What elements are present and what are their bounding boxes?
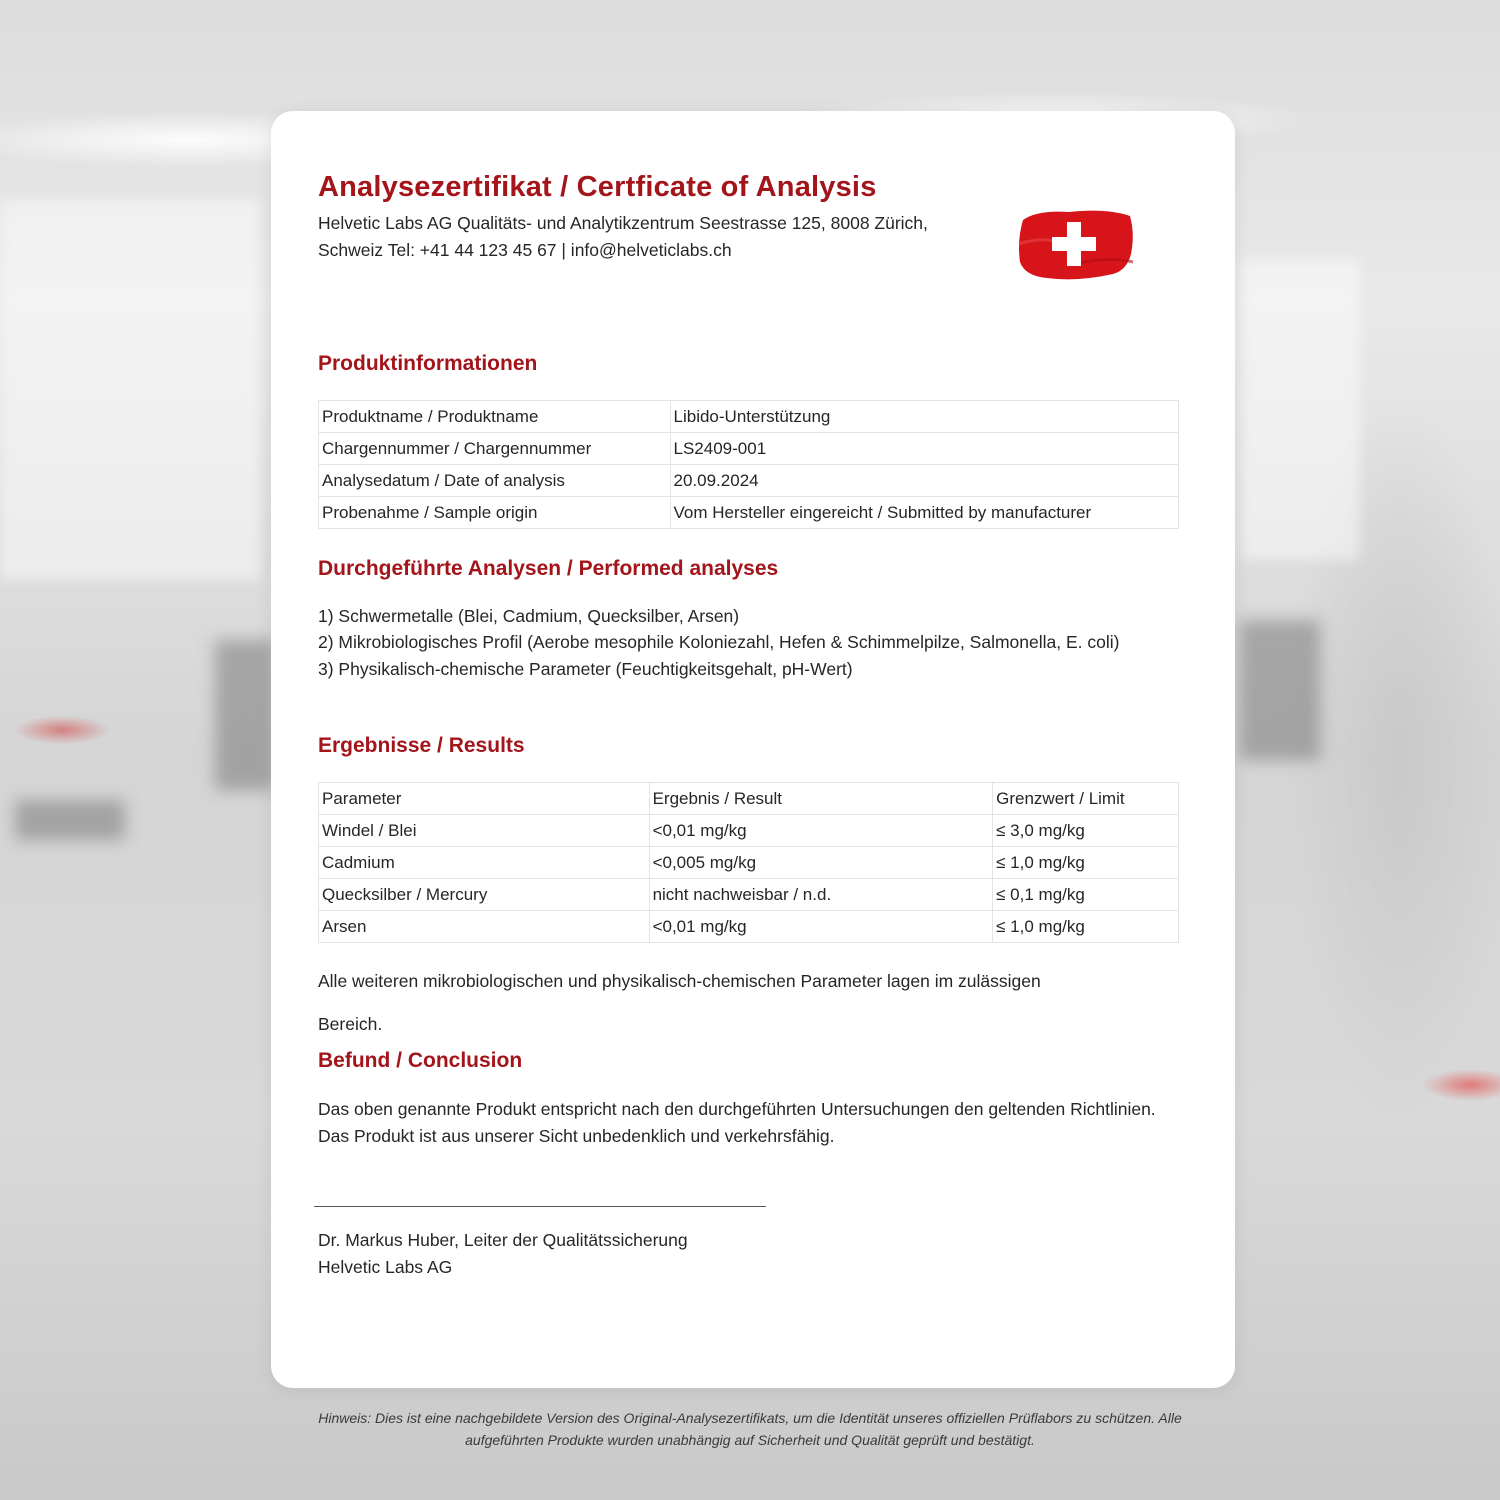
cell-parameter: Windel / Blei	[319, 815, 650, 847]
cell-result: <0,005 mg/kg	[649, 847, 993, 879]
cell-limit: ≤ 3,0 mg/kg	[993, 815, 1179, 847]
list-item: 1) Schwermetalle (Blei, Cadmium, Quecksilber, Arsen)	[318, 606, 740, 626]
swiss-flag-icon	[1017, 204, 1135, 282]
sample-origin-value: Vom Hersteller eingereicht / Submitted by manufacturer	[670, 497, 1178, 529]
batch-number-label: Chargennummer / Chargennummer	[319, 433, 671, 465]
sample-origin-label: Probenahme / Sample origin	[319, 497, 671, 529]
table-header-row	[319, 783, 1179, 815]
batch-number-value: LS2409-001	[670, 433, 1178, 465]
cell-parameter: Cadmium	[319, 847, 650, 879]
footer-note: Hinweis: Dies ist eine nachgebildete Version des Original-Analysezertifikats, um die Identität unseres offiziellen Prüflabors zu schützen. Alle aufgeführten Produkte wurden unabhängig auf Sicherheit und Qualität geprüft und bestätigt.	[318, 1410, 1182, 1448]
list-item: 2) Mikrobiologisches Profil (Aerobe mesophile Koloniezahl, Hefen & Schimmelpilze, Salmonella, E. coli)	[318, 632, 1120, 653]
cell-limit: ≤ 1,0 mg/kg	[993, 847, 1179, 879]
cell-parameter: Quecksilber / Mercury	[319, 879, 650, 911]
table-row	[319, 497, 1179, 529]
certificate-title: Analysezertifikat / Certficate of Analysis	[318, 171, 877, 203]
analyses-heading: Durchgeführte Analysen / Performed analyses	[318, 557, 779, 580]
signature-block	[318, 1227, 688, 1280]
cell-parameter: Arsen	[319, 911, 650, 943]
results-heading: Ergebnisse / Results	[318, 734, 525, 757]
table-row	[319, 433, 1179, 465]
table-row	[319, 879, 1179, 911]
signatory-company: Helvetic Labs AG	[318, 1256, 453, 1277]
certificate-card	[271, 111, 1235, 1388]
conclusion-heading: Befund / Conclusion	[318, 1049, 523, 1072]
lab-address: Helvetic Labs AG Qualitäts- und Analytikzentrum Seestrasse 125, 8008 Zürich, Schweiz Tel: +41 44 123 45 67 | info@helveticlabs.ch	[318, 213, 928, 260]
background-monitor-left	[215, 640, 275, 790]
background-device	[15, 800, 125, 840]
background-shelf-right	[1240, 260, 1360, 560]
product-name-value: Libido-Unterstützung	[670, 401, 1178, 433]
results-note-line2: Bereich.	[318, 1014, 383, 1034]
analyses-list	[318, 603, 1188, 682]
cell-result: nicht nachweisbar / n.d.	[649, 879, 993, 911]
results-table	[318, 782, 1179, 943]
table-row	[319, 911, 1179, 943]
product-name-label: Produktname / Produktname	[319, 401, 671, 433]
signatory-name: Dr. Markus Huber, Leiter der Qualitätssicherung	[318, 1230, 688, 1250]
background-shelf-left	[0, 200, 260, 580]
signature-line	[314, 1206, 766, 1207]
column-header-parameter: Parameter	[319, 783, 650, 815]
column-header-result: Ergebnis / Result	[649, 783, 993, 815]
cell-limit: ≤ 0,1 mg/kg	[993, 879, 1179, 911]
cell-limit: ≤ 1,0 mg/kg	[993, 911, 1179, 943]
product-info-table	[318, 400, 1179, 529]
list-item: 3) Physikalisch-chemische Parameter (Feuchtigkeitsgehalt, pH-Wert)	[318, 658, 853, 679]
background-monitor-right	[1240, 620, 1320, 760]
analysis-date-value: 20.09.2024	[670, 465, 1178, 497]
table-row	[319, 847, 1179, 879]
conclusion-text: Das oben genannte Produkt entspricht nach den durchgeführten Untersuchungen den geltenden Richtlinien. Das Produkt ist aus unserer Sicht unbedenklich und verkehrsfähig.	[318, 1099, 1156, 1146]
table-row	[319, 465, 1179, 497]
cell-result: <0,01 mg/kg	[649, 815, 993, 847]
column-header-limit: Grenzwert / Limit	[993, 783, 1179, 815]
table-row	[319, 401, 1179, 433]
cell-result: <0,01 mg/kg	[649, 911, 993, 943]
table-row	[319, 815, 1179, 847]
results-note-line1: Alle weiteren mikrobiologischen und physikalisch-chemischen Parameter lagen im zulässigen	[318, 971, 1041, 991]
product-info-heading: Produktinformationen	[318, 352, 538, 375]
analysis-date-label: Analysedatum / Date of analysis	[319, 465, 671, 497]
